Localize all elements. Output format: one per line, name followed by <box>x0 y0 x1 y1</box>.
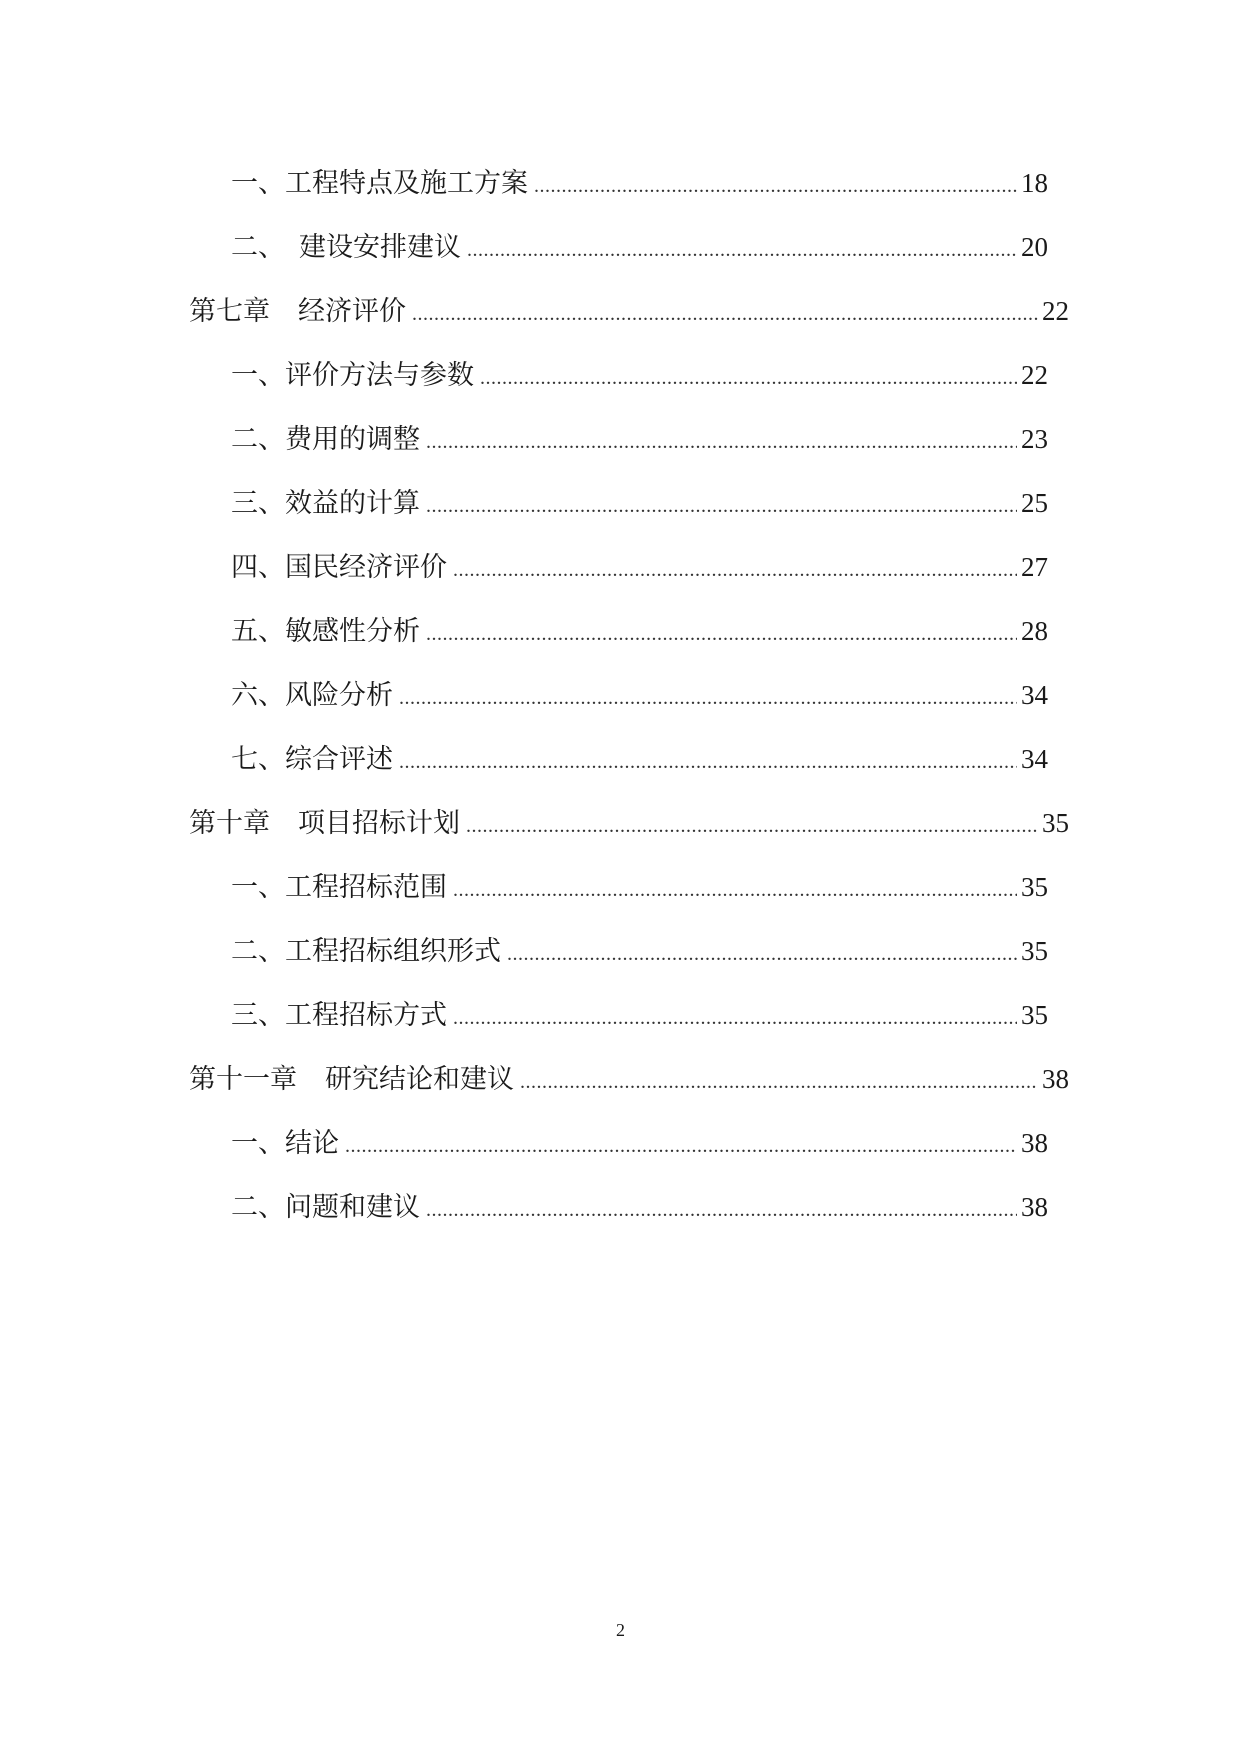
toc-page-number: 27 <box>1021 552 1048 582</box>
toc-page-number: 20 <box>1021 232 1048 262</box>
toc-title: 工程招标方式 <box>285 1000 447 1031</box>
toc-page-number: 34 <box>1021 680 1048 710</box>
dot-leader <box>480 358 1017 398</box>
toc-entry[interactable] <box>231 483 1048 523</box>
toc-page-number: 28 <box>1021 616 1048 646</box>
toc-page-number: 34 <box>1021 744 1048 774</box>
toc-title: 国民经济评价 <box>285 552 447 583</box>
toc-number: 二、 <box>231 936 285 967</box>
toc-page-number: 22 <box>1021 360 1048 390</box>
dot-leader <box>412 294 1038 334</box>
dot-leader <box>534 166 1017 206</box>
dot-leader <box>453 550 1017 590</box>
toc-page-number: 35 <box>1021 1000 1048 1030</box>
toc-number: 一、 <box>231 168 285 199</box>
toc-title: 评价方法与参数 <box>285 360 474 391</box>
toc-entry[interactable] <box>231 355 1048 395</box>
toc-chapter-number: 第十一章 <box>189 1064 297 1095</box>
toc-number: 七、 <box>231 744 285 775</box>
toc-number: 一、 <box>231 1128 285 1159</box>
toc-number: 二、 <box>231 1192 285 1223</box>
toc-page-number: 23 <box>1021 424 1048 454</box>
toc-entry[interactable] <box>231 1187 1048 1227</box>
dot-leader <box>426 1190 1017 1230</box>
toc-entry[interactable] <box>231 867 1048 907</box>
toc-page-number: 35 <box>1021 872 1048 902</box>
toc-title: 建设安排建议 <box>299 232 461 263</box>
toc-page-number: 22 <box>1042 296 1069 326</box>
dot-leader <box>399 742 1017 782</box>
toc-entry[interactable] <box>231 1123 1048 1163</box>
toc-title: 结论 <box>285 1128 339 1159</box>
toc-title: 费用的调整 <box>285 424 420 455</box>
toc-title: 工程特点及施工方案 <box>285 168 528 199</box>
toc-title: 问题和建议 <box>285 1192 420 1223</box>
toc-number: 三、 <box>231 1000 285 1031</box>
toc-title: 敏感性分析 <box>285 616 420 647</box>
toc-title: 项目招标计划 <box>298 808 460 839</box>
toc-entry[interactable] <box>231 995 1048 1035</box>
toc-page-number: 25 <box>1021 488 1048 518</box>
dot-leader <box>345 1126 1017 1166</box>
toc-title: 综合评述 <box>285 744 393 775</box>
toc-number: 二、 <box>231 424 285 455</box>
dot-leader <box>453 998 1017 1038</box>
toc-number: 六、 <box>231 680 285 711</box>
toc-page-number: 35 <box>1042 808 1069 838</box>
toc-entry[interactable] <box>231 419 1048 459</box>
toc-title: 工程招标组织形式 <box>285 936 501 967</box>
toc-number: 四、 <box>231 552 285 583</box>
toc-chapter-entry[interactable] <box>189 1059 1069 1099</box>
toc-number: 二、 <box>231 232 285 263</box>
toc-entry[interactable] <box>231 931 1048 971</box>
toc-title: 研究结论和建议 <box>325 1064 514 1095</box>
toc-number: 五、 <box>231 616 285 647</box>
toc-number: 一、 <box>231 360 285 391</box>
toc-title: 风险分析 <box>285 680 393 711</box>
dot-leader <box>426 422 1017 462</box>
toc-entry[interactable] <box>231 675 1048 715</box>
toc-chapter-number: 第七章 <box>189 296 270 327</box>
dot-leader <box>453 870 1017 910</box>
toc-page-number: 38 <box>1021 1192 1048 1222</box>
toc-number: 三、 <box>231 488 285 519</box>
toc-chapter-number: 第十章 <box>189 808 270 839</box>
toc-title: 工程招标范围 <box>285 872 447 903</box>
toc-page-number: 18 <box>1021 168 1048 198</box>
dot-leader <box>507 934 1017 974</box>
dot-leader <box>466 806 1038 846</box>
toc-title: 效益的计算 <box>285 488 420 519</box>
toc-entry[interactable] <box>231 547 1048 587</box>
toc-page-number: 38 <box>1042 1064 1069 1094</box>
dot-leader <box>467 230 1017 270</box>
toc-entry[interactable] <box>231 163 1048 203</box>
dot-leader <box>399 678 1017 718</box>
dot-leader <box>426 486 1017 526</box>
dot-leader <box>520 1062 1038 1102</box>
toc-page-number: 35 <box>1021 936 1048 966</box>
page-number: 2 <box>616 1620 625 1640</box>
toc-page-number: 38 <box>1021 1128 1048 1158</box>
toc-chapter-entry[interactable] <box>189 803 1069 843</box>
dot-leader <box>426 614 1017 654</box>
toc-title: 经济评价 <box>298 296 406 327</box>
toc-entry[interactable] <box>231 611 1048 651</box>
toc-entry[interactable] <box>231 227 1048 267</box>
toc-chapter-entry[interactable] <box>189 291 1069 331</box>
toc-number: 一、 <box>231 872 285 903</box>
toc-entry[interactable] <box>231 739 1048 779</box>
